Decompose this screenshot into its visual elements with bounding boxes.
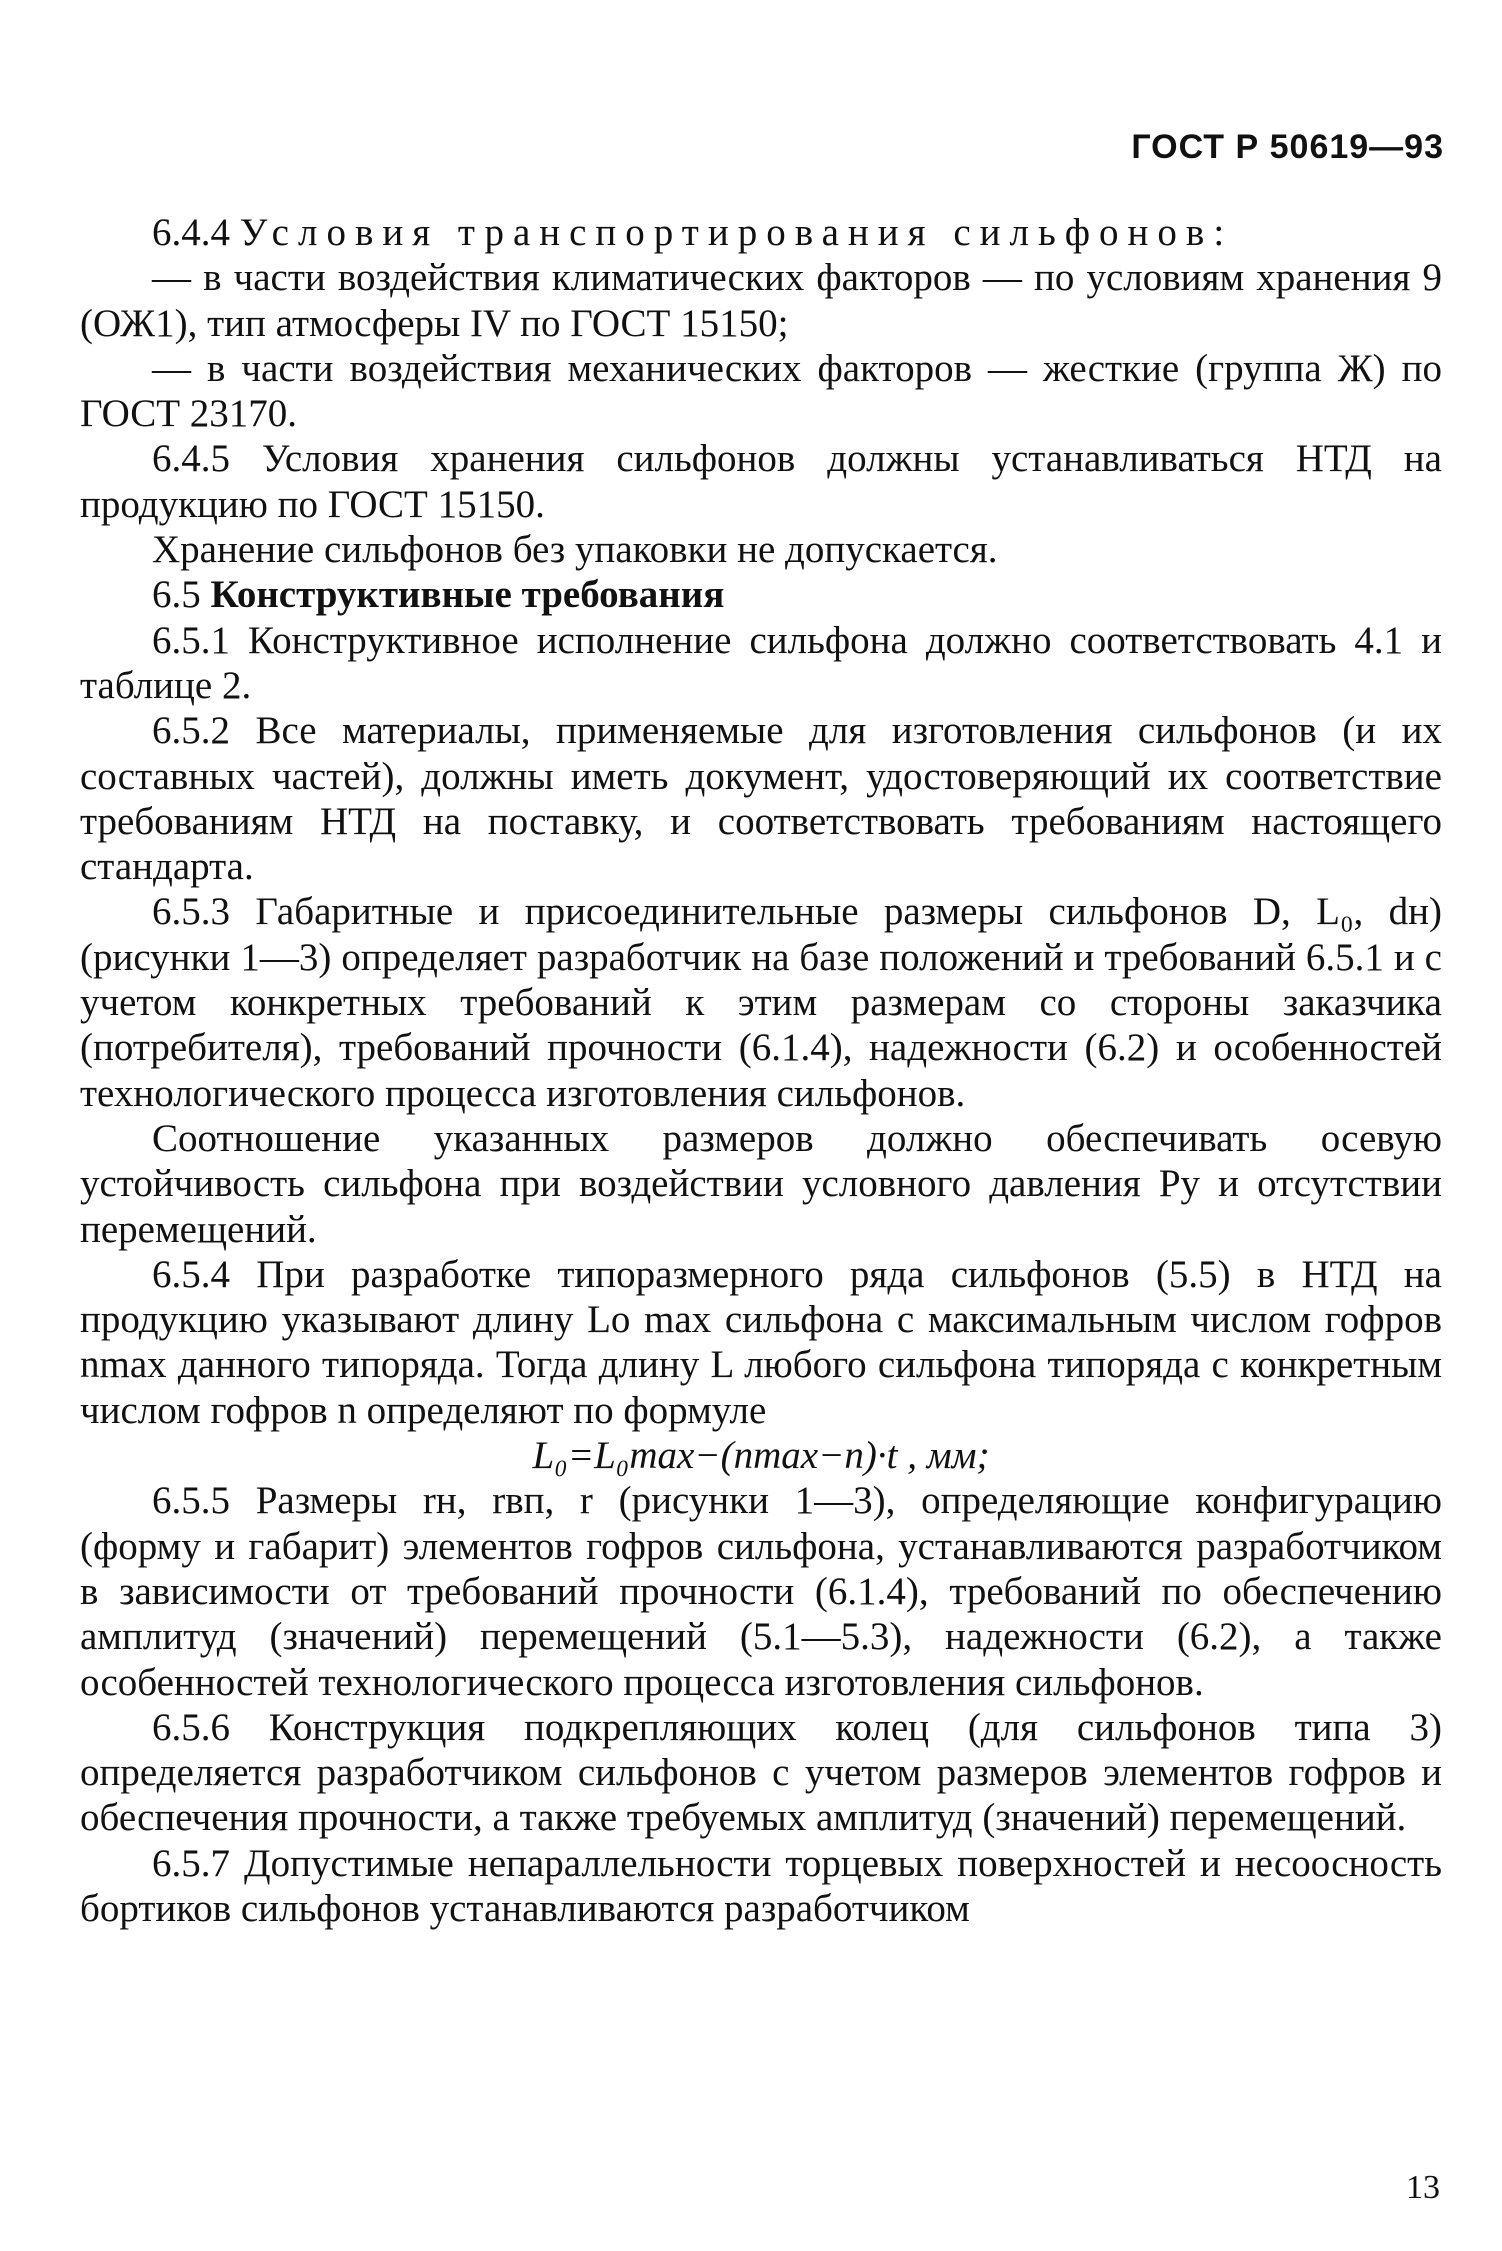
paragraph-6-5-5: 6.5.5 Размеры rн, rвп, r (рисунки 1—3), определяющие конфигурацию (форму и габарит) элементов гофров сильфона, устанавливаются разработчиком в зависимости от требований прочности (6.1.4), требований по обеспечению амплитуд (значений) перемещений (5.1—5.3), надежности (6.2), а также особенностей технологического процесса изготовления сильфонов. bbox=[80, 1479, 1442, 1704]
paragraph-6-4-4-heading: 6.4.4 Условия транспортирования сильфонов: bbox=[152, 211, 1234, 254]
paragraph-6-4-5-storage: Хранение сильфонов без упаковки не допускается. bbox=[152, 528, 998, 572]
paragraph-6-4-4-mechanical: — в части воздействия механических факторов — жесткие (группа Ж) по ГОСТ 23170. bbox=[80, 346, 1442, 436]
paragraph-6-4-4-climatic: — в части воздействия климатических факторов — по условиям хранения 9 (ОЖ1), тип атмосферы IV по ГОСТ 15150; bbox=[80, 256, 1442, 345]
page-number: 13 bbox=[1406, 2169, 1440, 2206]
paragraph-6-5-7: 6.5.7 Допустимые непараллельности торцевых поверхностей и несоосность бортиков сильфонов устанавливаются разработчиком bbox=[80, 1841, 1442, 1930]
paragraph-6-4-5: 6.4.5 Условия хранения сильфонов должны устанавливаться НТД на продукцию по ГОСТ 15150. bbox=[80, 437, 1442, 526]
document-body bbox=[80, 210, 1442, 1931]
paragraph-6-5-2: 6.5.2 Все материалы, применяемые для изготовления сильфонов (и их составных частей), должны иметь документ, удостоверяющий их соответствие требованиям НТД на поставку, и соответствовать требованиям настоящего стандарта. bbox=[80, 709, 1442, 889]
paragraph-6-5-3-ratio: Соотношение указанных размеров должно обеспечивать осевую устойчивость сильфона при воздействии условного давления Pу и отсутствии перемещений. bbox=[80, 1116, 1442, 1251]
document-header: ГОСТ Р 50619—93 bbox=[1131, 128, 1444, 166]
formula: L₀=L₀max−(nmax−n)·t , мм; bbox=[532, 1434, 990, 1478]
paragraph-6-5-1: 6.5.1 Конструктивное исполнение сильфона должно соответствовать 4.1 и таблице 2. bbox=[80, 618, 1442, 707]
paragraph-6-5-3: 6.5.3 Габаритные и присоединительные размеры сильфонов D, L₀, dн) (рисунки 1—3) определяет разработчик на базе положений и требований 6.5.1 и с учетом конкретных требований к этим размерам со стороны заказчика (потребителя), требований прочности (6.1.4), надежности (6.2) и особенностей технологического процесса изготовления сильфонов. bbox=[80, 890, 1442, 1115]
paragraph-6-5-6: 6.5.6 Конструкция подкрепляющих колец (для сильфонов типа 3) определяется разработчиком сильфонов с учетом размеров элементов гофров и обеспечения прочности, а также требуемых амплитуд (значений) перемещений. bbox=[80, 1705, 1442, 1840]
paragraph-6-5-4: 6.5.4 При разработке типоразмерного ряда сильфонов (5.5) в НТД на продукцию указывают длину Lо max сильфона с максимальным числом гофров nmax данного типоряда. Тогда длину L любого сильфона типоряда с конкретным числом гофров n определяют по формуле bbox=[80, 1252, 1442, 1432]
section-heading-6-5: 6.5 Конструктивные требования bbox=[152, 573, 725, 617]
